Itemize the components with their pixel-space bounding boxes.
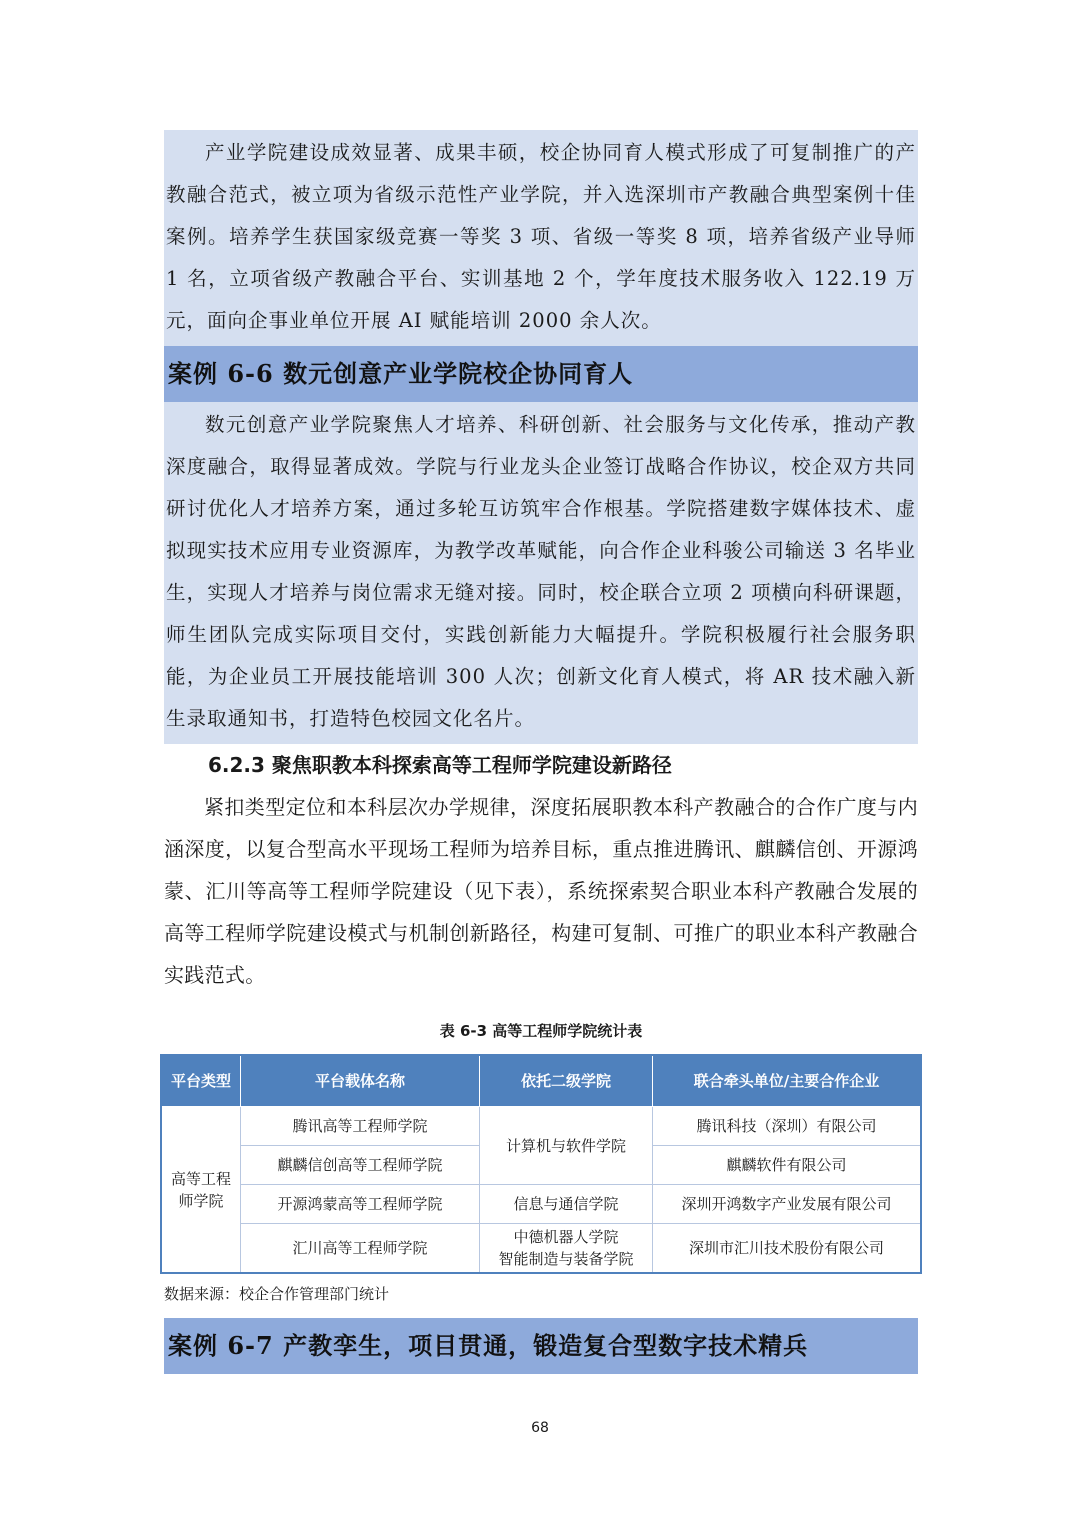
header-partner: 联合牵头单位/主要合作企业 bbox=[653, 1055, 922, 1107]
cell-partner: 深圳市汇川技术股份有限公司 bbox=[653, 1224, 922, 1274]
table-row bbox=[161, 1107, 921, 1146]
case-6-6-title: 案例 6-6 数元创意产业学院校企协同育人 bbox=[164, 346, 918, 402]
section-paragraph: 紧扣类型定位和本科层次办学规律，深度拓展职教本科产教融合的合作广度与内涵深度，以复合型高水平现场工程师为培养目标，重点推进腾讯、麒麟信创、开源鸿蒙、汇川等高等工程师学院建设（见下表），系统探索契合职业本科产教融合发展的高等工程师学院建设模式与机制创新路径，构建可复制、可推广的职业本科产教融合实践范式。 bbox=[164, 795, 918, 987]
cell-platform-name: 汇川高等工程师学院 bbox=[241, 1224, 480, 1274]
case-prev-body: 产业学院建设成效显著、成果丰硕，校企协同育人模式形成了可复制推广的产教融合范式，被立项为省级示范性产业学院，并入选深圳市产教融合典型案例十佳案例。培养学生获国家级竞赛一等奖 3 项、省级一等奖 8 项，培养省级产业导师 1 名，立项省级产教融合平台、实训基地 2 个，学年度技术服务收入 122.19 万元，面向企事业单位开展 AI 赋能培训 2000 余人次。 bbox=[164, 130, 918, 346]
table-header-row bbox=[161, 1055, 921, 1107]
cell-college-line-2: 智能制造与装备学院 bbox=[498, 1250, 634, 1268]
table-caption: 表 6-3 高等工程师学院统计表 bbox=[439, 1022, 643, 1040]
table-source: 数据来源：校企合作管理部门统计 bbox=[164, 1285, 390, 1303]
engineer-college-table bbox=[160, 1054, 922, 1274]
page-content bbox=[164, 130, 918, 1374]
cell-platform-name: 麒麟信创高等工程师学院 bbox=[241, 1146, 480, 1185]
case-6-7-title: 案例 6-7 产教孪生，项目贯通，锻造复合型数字技术精兵 bbox=[164, 1318, 918, 1374]
cell-college: 信息与通信学院 bbox=[480, 1185, 653, 1224]
section-heading: 6.2.3 聚焦职教本科探索高等工程师学院建设新路径 bbox=[208, 753, 672, 777]
case-6-6-body: 数元创意产业学院聚焦人才培养、科研创新、社会服务与文化传承，推动产教深度融合，取得显著成效。学院与行业龙头企业签订战略合作协议，校企双方共同研讨优化人才培养方案，通过多轮互访筑牢合作根基。学院搭建数字媒体技术、虚拟现实技术应用专业资源库，为教学改革赋能，向合作企业科骏公司输送 3 名毕业生，实现人才培养与岗位需求无缝对接。同时，校企联合立项 2 项横向科研课题，师生团队完成实际项目交付，实践创新能力大幅提升。学院积极履行社会服务职能，为企业员工开展技能培训 300 人次；创新文化育人模式，将 AR 技术融入新生录取通知书，打造特色校园文化名片。 bbox=[164, 402, 918, 744]
cell-college-line-1: 中德机器人学院 bbox=[513, 1228, 619, 1246]
header-college: 依托二级学院 bbox=[480, 1055, 653, 1107]
cell-college: 计算机与软件学院 bbox=[480, 1107, 653, 1185]
table-row bbox=[161, 1224, 921, 1274]
page-number: 68 bbox=[531, 1420, 549, 1436]
cell-college bbox=[480, 1224, 653, 1274]
cell-platform-name: 开源鸿蒙高等工程师学院 bbox=[241, 1185, 480, 1224]
header-platform-type: 平台类型 bbox=[161, 1055, 241, 1107]
cell-platform-type: 高等工程师学院 bbox=[161, 1107, 241, 1274]
header-platform-name: 平台载体名称 bbox=[241, 1055, 480, 1107]
cell-partner: 麒麟软件有限公司 bbox=[653, 1146, 922, 1185]
cell-partner: 深圳开鸿数字产业发展有限公司 bbox=[653, 1185, 922, 1224]
table-row bbox=[161, 1185, 921, 1224]
cell-platform-name: 腾讯高等工程师学院 bbox=[241, 1107, 480, 1146]
cell-partner: 腾讯科技（深圳）有限公司 bbox=[653, 1107, 922, 1146]
